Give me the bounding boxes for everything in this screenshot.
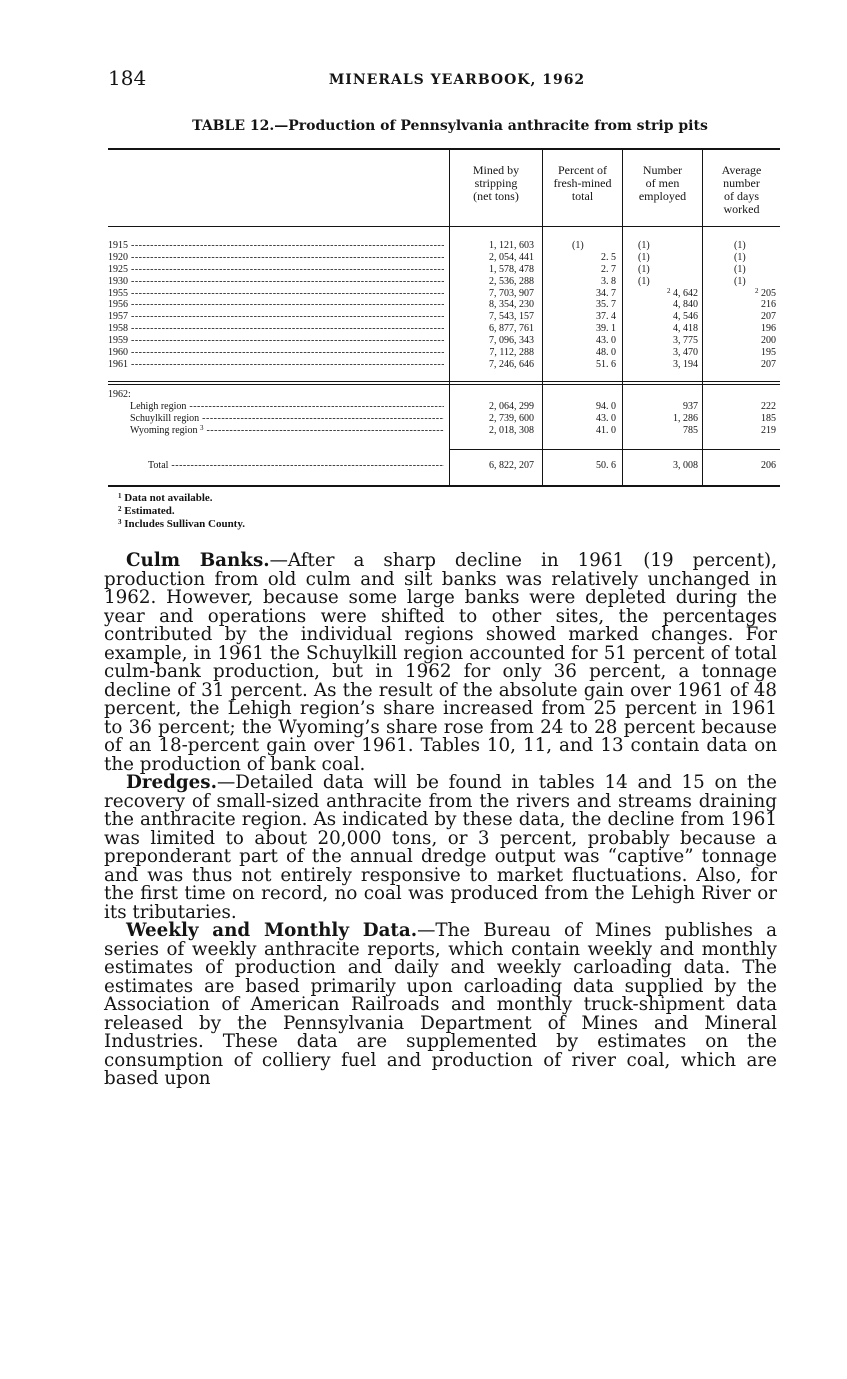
days-cell: 207 — [761, 358, 776, 370]
footnote-ref: 2 — [755, 286, 759, 295]
men-cell: 4, 546 — [673, 311, 698, 323]
table-row — [108, 311, 780, 323]
footnote-ref: 3 — [199, 424, 204, 432]
row-label: 1915 ----- — [108, 240, 444, 252]
men-cell: 937 — [683, 400, 698, 412]
paragraph-text: —The Bureau of Mines publishes a series of weekly anthracite reports, which contain weekly and monthly estimates of production and daily and weekly carloading data. The estimates are based primarily upon carloading data supplied by the Association of American Railroads and monthly truck-shipment data released by the Pennsylvania Department of Mines and Mineral Industries. These data are supplemented by estimates on the consumption of colliery fuel and production of river coal, which are based upon — [104, 920, 777, 1089]
running-head — [108, 66, 780, 94]
table-bottom-rule — [108, 485, 780, 487]
row-label: Total ----- — [148, 460, 444, 472]
percent-cell: 48. 0 — [596, 347, 616, 359]
region-rows — [108, 389, 780, 437]
table-row — [108, 425, 780, 437]
page-number: 184 — [108, 66, 147, 90]
mined-cell: 2, 064, 299 — [489, 400, 534, 412]
table-row — [108, 401, 780, 413]
mined-cell: 2, 054, 441 — [489, 251, 534, 263]
year-section-rule-2 — [108, 384, 780, 385]
mined-cell: 7, 543, 157 — [489, 311, 534, 323]
body-text — [104, 552, 777, 1089]
row-label: 1920 ----- — [108, 252, 444, 264]
paragraph-dredges — [104, 774, 777, 922]
percent-cell: 3. 8 — [601, 275, 616, 287]
paragraph-heading: Culm Banks. — [126, 550, 270, 571]
header-line: fresh-mined — [553, 176, 612, 190]
percent-cell: 34. 7 — [596, 287, 616, 299]
percent-cell: 50. 6 — [596, 460, 616, 471]
book-title: MINERALS YEARBOOK, 1962 — [328, 72, 586, 88]
table-row — [108, 299, 780, 311]
header-line: worked — [723, 202, 760, 216]
row-label: 1959 ----- — [108, 335, 444, 347]
table-title: TABLE 12.—Production of Pennsylvania anthracite from strip pits — [192, 118, 708, 134]
header-rule — [108, 226, 780, 227]
paragraph-weekly-monthly — [104, 922, 777, 1089]
paragraph-culm-banks — [104, 552, 777, 774]
mined-cell: 7, 703, 907 — [489, 287, 534, 299]
days-cell — [704, 288, 776, 300]
percent-cell: 39. 1 — [596, 323, 616, 335]
footnote-text: Data not available. — [124, 492, 213, 504]
days-cell: 196 — [761, 323, 776, 335]
days-cell: 185 — [761, 412, 776, 424]
days-value: 205 — [761, 287, 776, 299]
table-row — [108, 276, 780, 288]
footnote-text: Includes Sullivan County. — [124, 518, 245, 530]
men-cell: 3, 008 — [673, 460, 698, 471]
header-line: of men — [645, 176, 680, 190]
men-cell: 3, 470 — [673, 347, 698, 359]
row-label: 1955 ----- — [108, 288, 444, 300]
header-line: stripping — [474, 176, 518, 190]
footnote-text: Estimated. — [124, 505, 175, 517]
men-cell: 1, 286 — [673, 412, 698, 424]
table-row — [108, 347, 780, 359]
percent-cell: 2. 7 — [601, 263, 616, 275]
days-cell: 206 — [761, 460, 776, 471]
mined-cell: 1, 578, 478 — [489, 263, 534, 275]
column-header-days — [703, 164, 780, 216]
table-row — [108, 264, 780, 276]
days-cell: 207 — [761, 311, 776, 323]
footnote — [118, 505, 245, 518]
table-row — [108, 288, 780, 300]
header-line: (net tons) — [473, 189, 519, 203]
mined-cell: 6, 822, 207 — [489, 460, 534, 471]
mined-cell: 2, 739, 600 — [489, 412, 534, 424]
row-label — [130, 425, 444, 437]
men-cell: 3, 775 — [673, 335, 698, 347]
days-cell: (1) — [734, 251, 746, 263]
men-cell: (1) — [638, 240, 650, 251]
footnote — [118, 518, 245, 531]
column-header-percent — [543, 164, 622, 203]
days-cell: (1) — [734, 275, 746, 287]
percent-cell: 43. 0 — [596, 412, 616, 424]
total-rows — [108, 460, 780, 472]
header-line: Number — [642, 163, 683, 177]
row-label: 1957 ----- — [108, 311, 444, 323]
percent-cell: 37. 4 — [596, 311, 616, 323]
table-row — [108, 359, 780, 371]
column-header-men — [623, 164, 702, 203]
men-cell: 785 — [683, 424, 698, 436]
paragraph-heading: Dredges. — [126, 772, 217, 793]
total-row — [108, 460, 780, 472]
percent-cell: 51. 6 — [596, 358, 616, 370]
row-label: 1956 ----- — [108, 299, 444, 311]
percent-cell: 35. 7 — [596, 299, 616, 311]
header-line: Average — [721, 163, 762, 177]
days-cell: (1) — [734, 240, 746, 251]
row-label: 1925 ----- — [108, 264, 444, 276]
paragraph-heading: Weekly and Monthly Data. — [126, 920, 418, 941]
row-label: Lehigh region ----- — [130, 401, 444, 413]
men-cell — [624, 288, 698, 300]
mined-cell: 1, 121, 603 — [489, 240, 534, 251]
total-rule — [450, 449, 780, 450]
days-cell: 219 — [761, 424, 776, 436]
table-row — [108, 323, 780, 335]
row-label: Schuylkill region ----- — [130, 413, 444, 425]
days-cell: 195 — [761, 347, 776, 359]
group-label-row — [108, 389, 780, 401]
men-cell: (1) — [638, 263, 650, 275]
percent-cell: 2. 5 — [601, 251, 616, 263]
men-cell: (1) — [638, 275, 650, 287]
year-section-rule-1 — [108, 381, 780, 382]
row-label: 1930 ----- — [108, 276, 444, 288]
men-cell: 4, 418 — [673, 323, 698, 335]
mined-cell: 7, 246, 646 — [489, 358, 534, 370]
row-label: 1961 ----- — [108, 359, 444, 371]
percent-cell: 94. 0 — [596, 400, 616, 412]
table-row — [108, 252, 780, 264]
table-top-rule — [108, 148, 780, 150]
column-header-mined — [450, 164, 542, 203]
footnote-mark: 2 — [118, 505, 122, 513]
footnote-mark: 3 — [118, 518, 122, 526]
footnote — [118, 492, 245, 505]
days-cell: 216 — [761, 299, 776, 311]
group-label: 1962: — [108, 389, 131, 400]
row-label: 1958 ----- — [108, 323, 444, 335]
mined-cell: 7, 112, 288 — [489, 347, 534, 359]
men-cell: (1) — [638, 251, 650, 263]
percent-cell: 41. 0 — [596, 424, 616, 436]
percent-cell: 43. 0 — [596, 335, 616, 347]
days-cell: (1) — [734, 263, 746, 275]
header-line: number — [723, 176, 760, 190]
mined-cell: 2, 536, 288 — [489, 275, 534, 287]
production-table — [108, 148, 780, 488]
mined-cell: 7, 096, 343 — [489, 335, 534, 347]
table-row — [108, 413, 780, 425]
row-label: 1960 ----- — [108, 347, 444, 359]
men-cell: 4, 840 — [673, 299, 698, 311]
mined-cell: 6, 877, 761 — [489, 323, 534, 335]
mined-cell: 8, 354, 230 — [489, 299, 534, 311]
header-line: Mined by — [472, 163, 520, 177]
header-line: total — [571, 189, 594, 203]
header-line: Percent of — [558, 163, 607, 177]
days-cell: 200 — [761, 335, 776, 347]
row-label-text: Wyoming region — [130, 424, 198, 436]
men-cell: 3, 194 — [673, 358, 698, 370]
table-row — [108, 240, 780, 252]
footnotes — [118, 492, 245, 531]
year-rows — [108, 240, 780, 371]
men-value: 4, 642 — [673, 287, 698, 299]
paragraph-text: —After a sharp decline in 1961 (19 percent), production from old culm and silt banks was relatively unchanged in 1962. However, because some large banks were depleted during the year and operations were shifted to other sites, the percentages contributed by the individual regions showed marked changes. For example, in 1961 the Schuylkill region accounted for 51 percent of total culm-bank production, but in 1962 for only 36 percent, a tonnage decline of 31 percent. As the result of the absolute gain over 1961 of 48 percent, the Lehigh region’s share increased from 25 percent in 1961 to 36 percent; the Wyoming’s share rose from 24 to 28 percent because of an 18-percent gain over 1961. Tables 10, 11, and 13 contain data on the production of bank coal. — [104, 550, 778, 775]
footnote-ref: 2 — [667, 286, 671, 295]
percent-cell: (1) — [572, 240, 584, 251]
mined-cell: 2, 018, 308 — [489, 424, 534, 436]
paragraph-text: —Detailed data will be found in tables 14 and 15 on the recovery of small-sized anthracite from the rivers and streams draining the anthracite region. As indicated by these data, the decline from 1961 was limited to about 20,000 tons, or 3 percent, probably because a preponderant part of the annual dredge output was “captive” tonnage and was thus not entirely responsive to market fluctuations. Also, for the first time on record, no coal was produced from the Lehigh River or its tributaries. — [104, 772, 777, 923]
header-line: employed — [638, 189, 687, 203]
footnote-mark: 1 — [118, 492, 122, 500]
table-row — [108, 335, 780, 347]
header-line: of days — [724, 189, 759, 203]
days-cell: 222 — [761, 400, 776, 412]
